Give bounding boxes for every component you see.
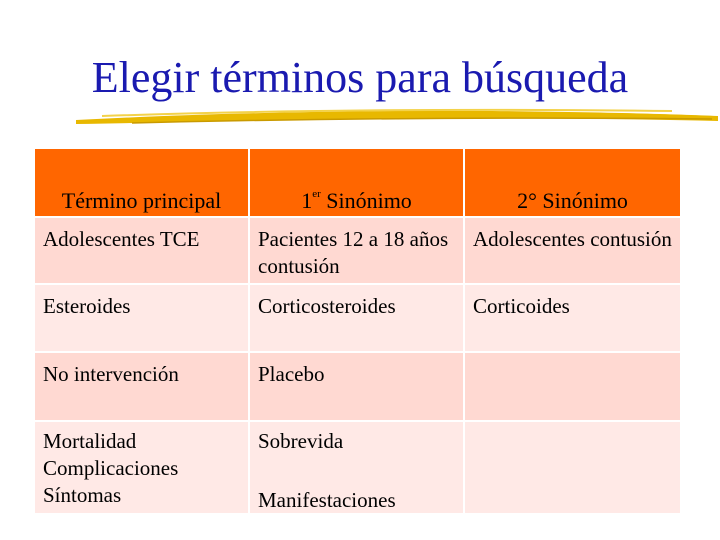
table-row (35, 285, 680, 353)
main-term-cell: Adolescentes TCE (35, 218, 250, 285)
second-synonym-cell (465, 422, 680, 515)
header-main-term: Término principal (35, 149, 250, 218)
main-term-cell (35, 422, 250, 515)
first-synonym-cell: Placebo (250, 353, 465, 422)
main-term-line-complicaciones: Complicaciones (43, 456, 179, 480)
first-synonym-cell: Pacientes 12 a 18 años contusión (250, 218, 465, 285)
main-term-cell: No intervención (35, 353, 250, 422)
main-term-line-sintomas: Síntomas (43, 483, 122, 507)
header-first-synonym-label: Sinónimo (320, 188, 412, 213)
second-synonym-cell (465, 353, 680, 422)
first-synonym-cell: Corticosteroides (250, 285, 465, 353)
header-first-synonym-ordinal: er (312, 188, 321, 200)
header-first-synonym (250, 149, 465, 218)
table-header-row (35, 149, 680, 218)
second-synonym-cell: Corticoides (465, 285, 680, 353)
header-first-synonym-number: 1 (301, 188, 313, 213)
first-synonym-bottom: Manifestaciones (258, 488, 396, 512)
table-row (35, 422, 680, 515)
first-synonym-top: Sobrevida (258, 429, 344, 453)
title-underline-brushstroke (72, 102, 720, 128)
second-synonym-cell: Adolescentes contusión (465, 218, 680, 285)
slide-title: Elegir términos para búsqueda (91, 53, 629, 102)
table-row (35, 218, 680, 285)
main-term-cell: Esteroides (35, 285, 250, 353)
table-row (35, 353, 680, 422)
main-term-line-mortalidad: Mortalidad (43, 429, 137, 453)
header-second-synonym: 2° Sinónimo (465, 149, 680, 218)
search-terms-table (35, 149, 680, 515)
first-synonym-cell (250, 422, 465, 515)
